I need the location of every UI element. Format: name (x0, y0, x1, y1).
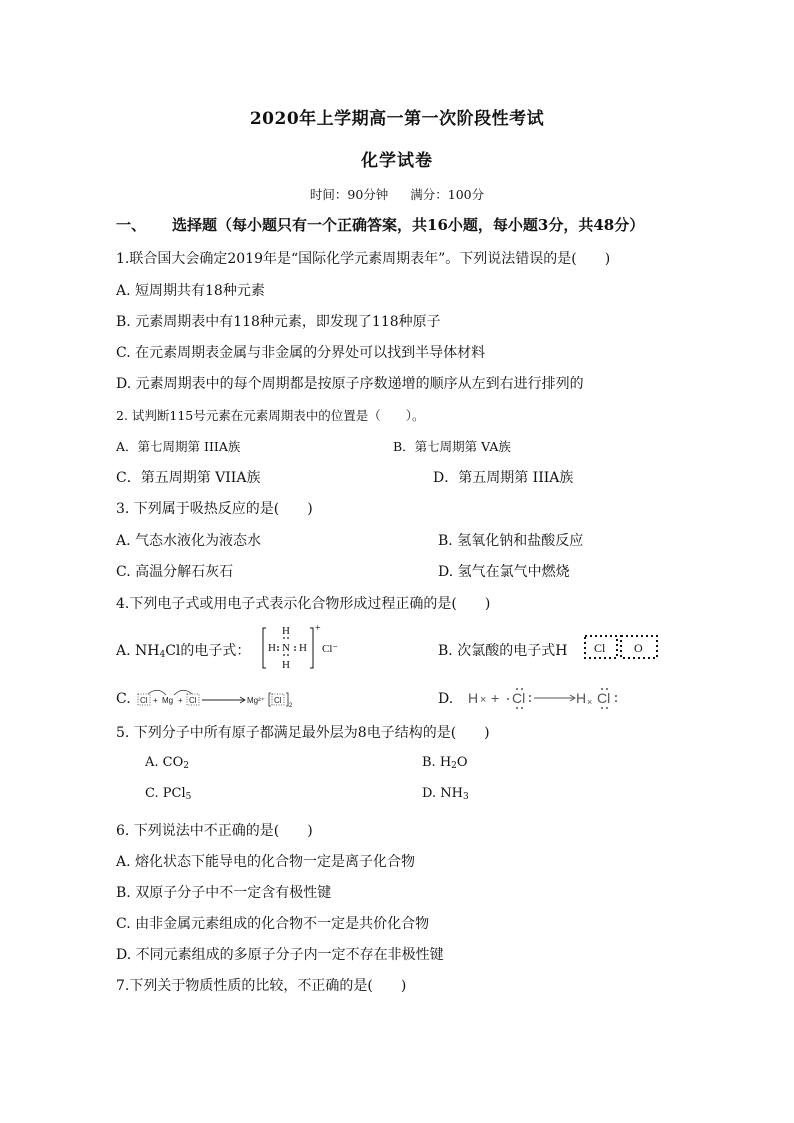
question-4-option-c: C. (116, 691, 131, 707)
question-1-option-c: C. 在元素周期表金属与非金属的分界处可以找到半导体材料 (116, 345, 486, 361)
nh4-h-bottom: H (282, 659, 290, 671)
question-5-option-a: A. $CO_2$ (145, 755, 189, 771)
question-2-stem: 2. 试判断115号元素在元素周期表中的位置是（ ）。 (116, 408, 425, 423)
question-4-option-d: D. (438, 691, 454, 707)
hypochlorous-acid-electron-formula (583, 634, 663, 660)
section-heading (116, 214, 644, 235)
nh4-n: N (282, 642, 290, 654)
question-4-option-b: B. 次氯酸的电子式H (438, 643, 568, 659)
question-4-option-a: A. $NH_4Cl$的电子式： (116, 643, 251, 660)
hydrogen-chloride-formation-diagram (466, 684, 626, 712)
hclo-cl: Cl (594, 641, 606, 655)
svg-text:+: + (491, 690, 500, 706)
question-3-option-c: C. 高温分解石灰石 (116, 564, 234, 580)
mg-atom: Mg (162, 696, 174, 705)
time-limit: 时间：90分钟 (309, 187, 389, 202)
question-1-option-b: B. 元素周期表中有118种元素，即发现了118种原子 (116, 314, 441, 330)
question-7-stem: 7.下列关于物质性质的比较，不正确的是( ) (116, 978, 407, 994)
svg-text:×: × (480, 694, 487, 706)
nh4-h-top: H (282, 625, 290, 637)
hcl-h-atom: H (468, 690, 479, 706)
hcl-cl-atom: Cl (512, 690, 526, 706)
question-1-option-a: A. 短周期共有18种元素 (116, 283, 265, 299)
question-6-option-d: D. 不同元素组成的多原子分子内一定不存在非极性键 (116, 947, 444, 963)
section-title: 选择题（每小题只有一个正确答案，共16小题，每小题3分，共48分） (172, 216, 645, 234)
ammonium-chloride-electron-formula (262, 622, 352, 672)
nh4-h-left: H (268, 642, 276, 654)
question-5-stem: 5. 下列分子中所有原子都满足最外层为8电子结构的是( ) (116, 725, 490, 741)
mg-cl-product: Cl (274, 696, 282, 705)
hcl-cl-product: Cl (597, 690, 611, 706)
hcl-h-product: H (576, 690, 587, 706)
exam-title: 2020年上学期高一第一次阶段性考试 (249, 109, 545, 129)
question-2-option-b: B．第七周期第 VA族 (393, 439, 511, 454)
svg-text:2: 2 (289, 703, 293, 709)
question-5-option-c: C. PCl$_5$ (145, 786, 192, 802)
nh4-h-right: H (299, 642, 307, 654)
svg-text:+: + (178, 696, 183, 705)
question-2-option-a: A．第七周期第 IIIA族 (116, 439, 241, 454)
magnesium-chloride-formation-diagram (136, 688, 316, 710)
question-6-option-c: C. 由非金属元素组成的化合物不一定是共价化合物 (116, 916, 430, 932)
question-2-option-c: C．第五周期第 VIIA族 (116, 470, 261, 486)
subject-title: 化学试卷 (361, 151, 433, 171)
question-2-option-d: D．第五周期第 IIIA族 (433, 470, 574, 486)
hclo-o: O (634, 641, 643, 655)
question-6-option-b: B. 双原子分子中不一定含有极性键 (116, 885, 332, 901)
question-4-stem: 4.下列电子式或用电子式表示化合物形成过程正确的是( ) (116, 596, 491, 612)
question-3-option-b: B. 氢氧化钠和盐酸反应 (438, 533, 584, 549)
question-1-stem: 1.联合国大会确定2019年是“国际化学元素周期表年”。下列说法错误的是( ) (116, 251, 611, 267)
mg-ion: Mg²⁺ (247, 696, 265, 705)
question-6-stem: 6. 下列说法中不正确的是( ) (116, 823, 313, 839)
question-3-option-a: A. 气态水液化为液态水 (116, 533, 262, 549)
question-3-stem: 3. 下列属于吸热反应的是( ) (116, 501, 313, 517)
question-5-option-b: B. $H_2O$ (422, 755, 468, 771)
mg-cl-right: Cl (189, 696, 197, 705)
question-5-option-d: D. $NH_3$ (422, 786, 469, 802)
exam-info (0, 185, 794, 203)
nh4-chloride-ion: Cl⁻ (322, 643, 339, 655)
mg-cl-left: Cl (140, 696, 148, 705)
full-score: 满分：100分 (410, 187, 485, 202)
svg-text:×: × (587, 697, 593, 707)
svg-text:+: + (153, 696, 158, 705)
question-6-option-a: A. 熔化状态下能导电的化合物一定是离子化合物 (116, 854, 416, 870)
section-number: 一、 (116, 216, 147, 234)
question-1-option-d: D. 元素周期表中的每个周期都是按原子序数递增的顺序从左到右进行排列的 (116, 376, 584, 392)
nh4-charge: + (315, 623, 321, 634)
question-3-option-d: D. 氢气在氯气中燃烧 (438, 564, 570, 580)
